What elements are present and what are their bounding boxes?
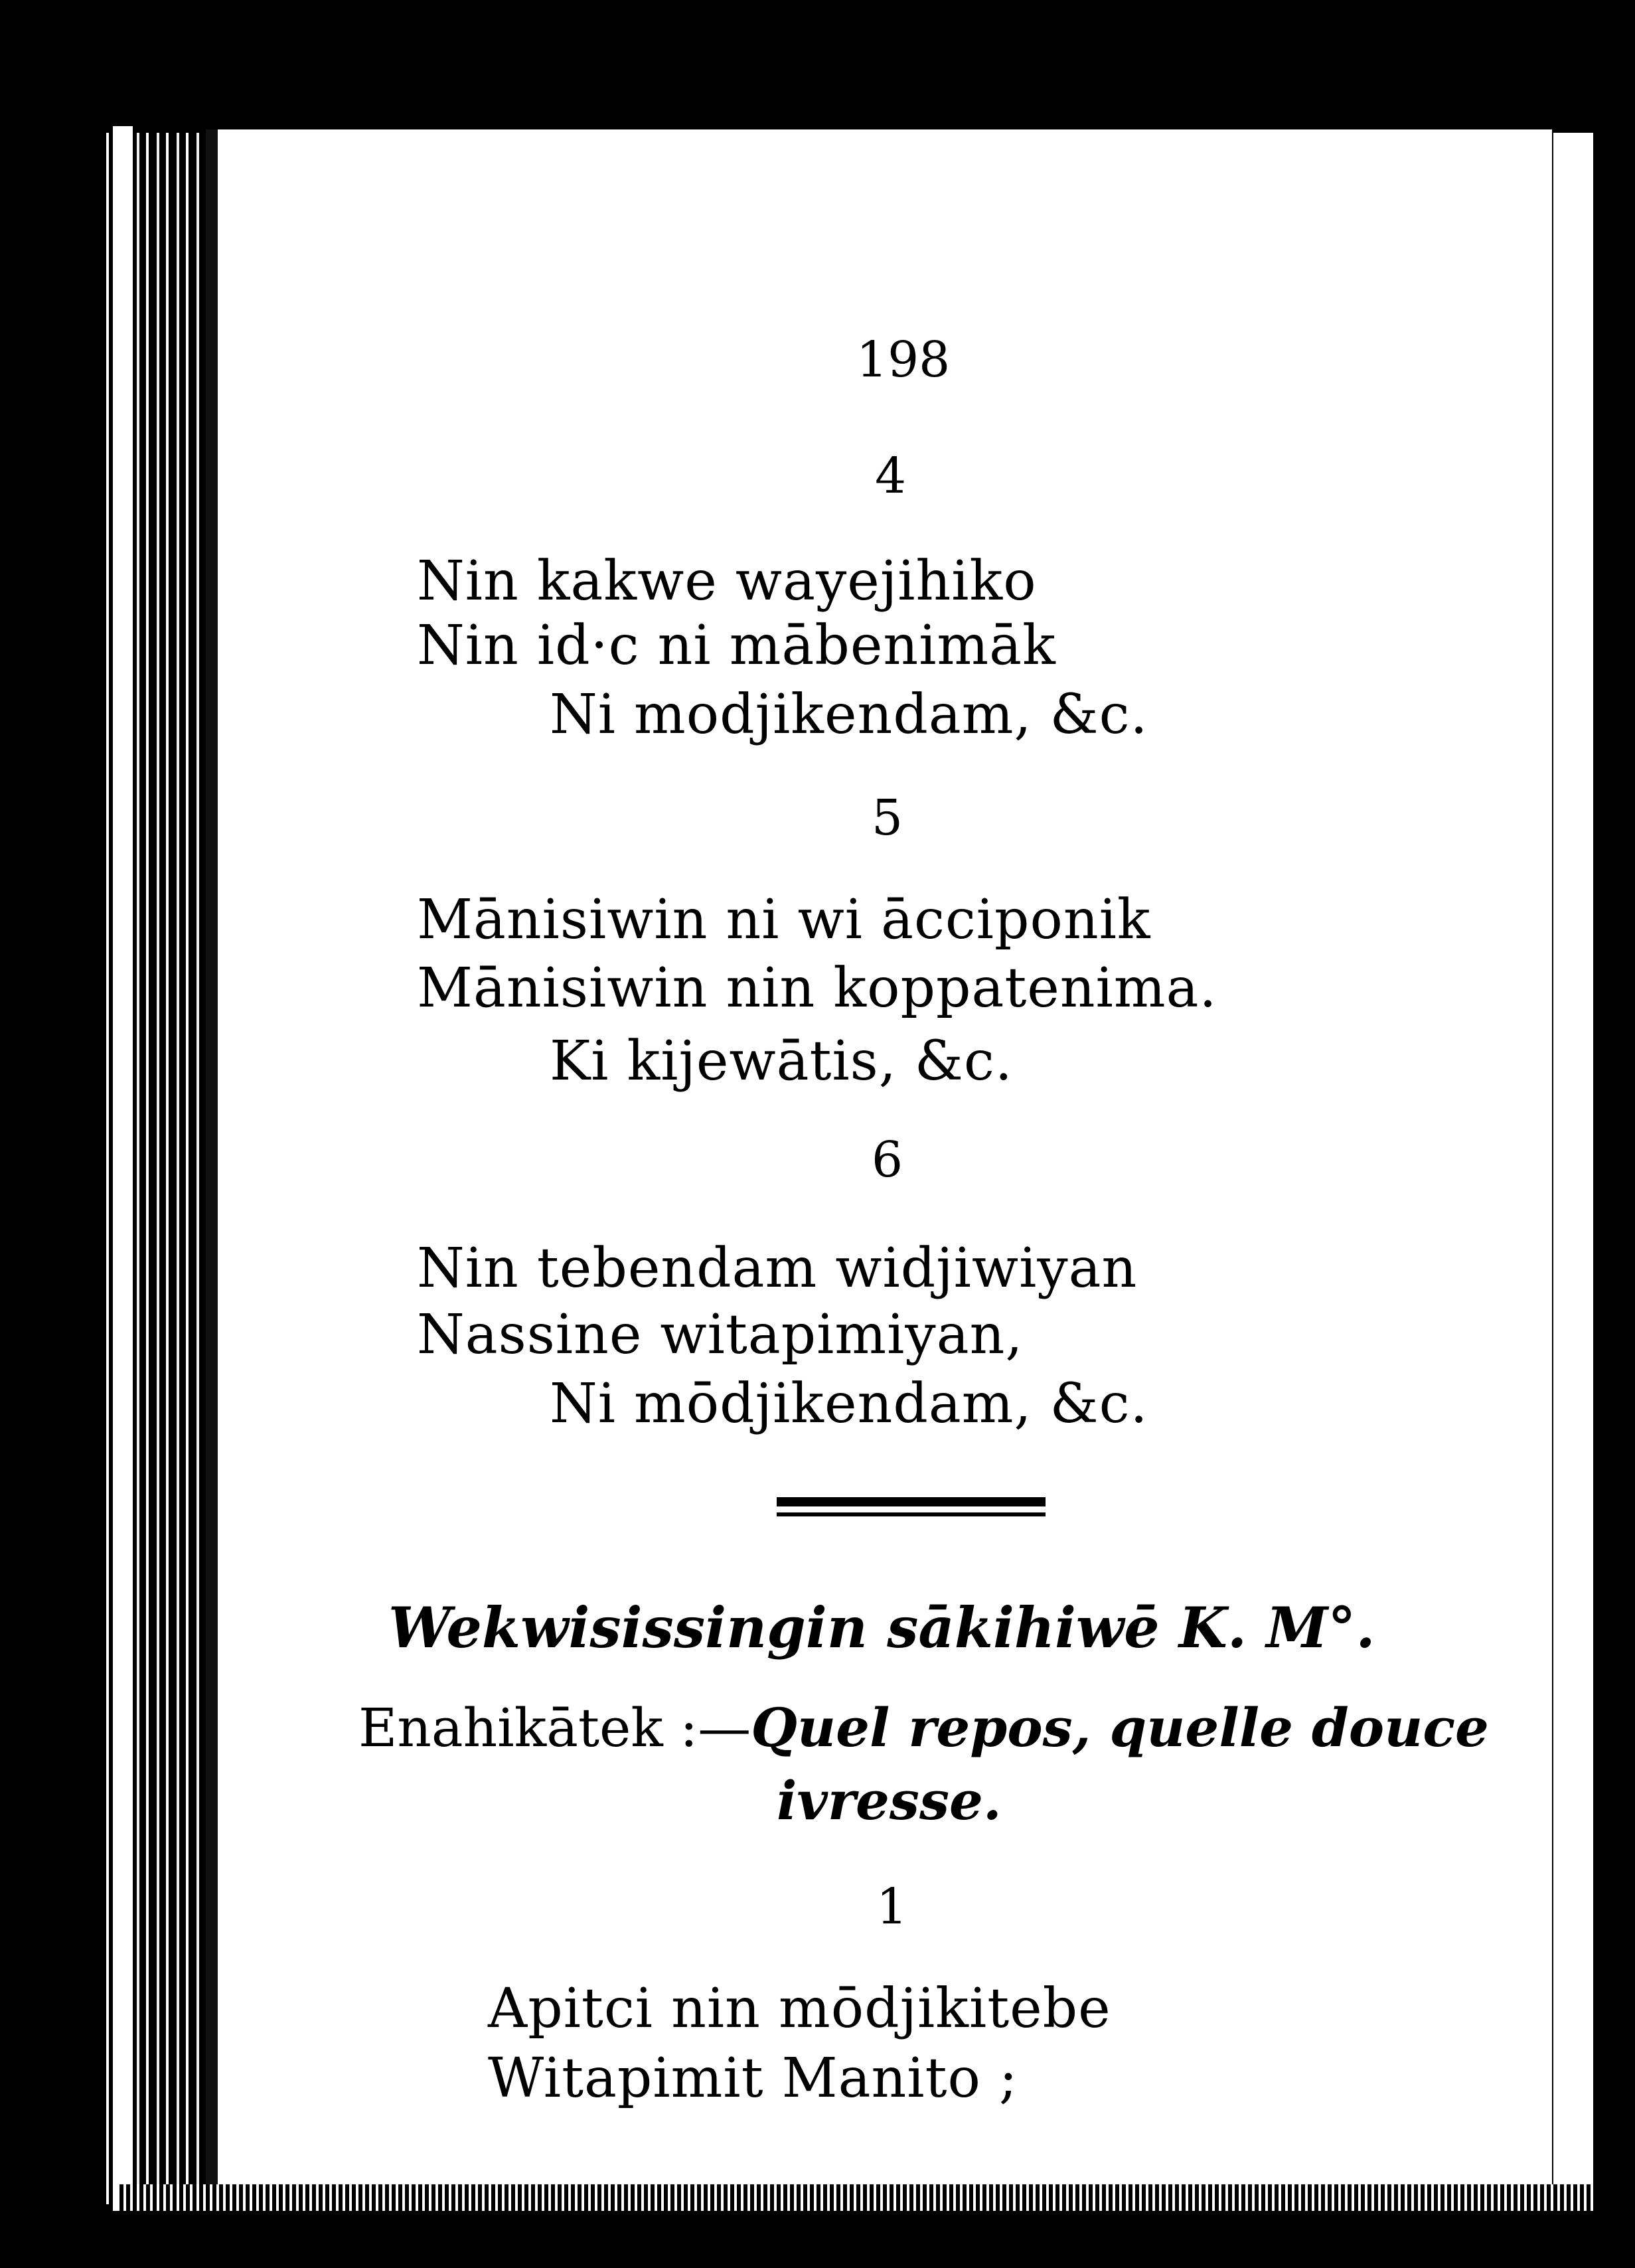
verse-line: Witapimit Manito ;: [488, 2047, 1018, 2110]
verse-line: Ki kijewātis, &c.: [550, 1030, 1013, 1093]
verse-line: Nin id·c ni mābenimāk: [417, 614, 1056, 677]
stanza-number: 4: [875, 447, 907, 505]
verse-line: Nin tebendam widjiwiyan: [417, 1237, 1138, 1300]
verse-line: Nin kakwe wayejihiko: [417, 550, 1037, 613]
page-number: 198: [856, 331, 951, 388]
verse-line: Ni mōdjikendam, &c.: [550, 1372, 1148, 1435]
tune-indication: [358, 1696, 1489, 1759]
tune-label: Enahikātek :—: [358, 1697, 751, 1759]
page-bottom-edge: [119, 2184, 1593, 2211]
tune-name-continued: ivresse.: [777, 1769, 1002, 1832]
verse-line: Mānisiwin ni wi ācciponik: [417, 888, 1151, 951]
stanza-number: 5: [872, 789, 903, 847]
facing-page-edge: [1553, 133, 1593, 2204]
divider-rule: [777, 1497, 1046, 1506]
binding-edge: [113, 126, 133, 2211]
divider-rule: [777, 1512, 1046, 1516]
stanza-number: 6: [872, 1131, 903, 1188]
verse-line: Apitci nin mōdjikitebe: [488, 1977, 1111, 2040]
verse-line: Nassine witapimiyan,: [417, 1303, 1024, 1366]
verse-line: Ni modjikendam, &c.: [550, 683, 1148, 746]
stanza-number: 1: [876, 1878, 908, 1935]
tune-name: Quel repos, quelle douce: [751, 1696, 1489, 1759]
hymn-title: Wekwisissingin sākihiwē K. M°.: [388, 1595, 1375, 1660]
verse-line: Mānisiwin nin koppatenima.: [417, 957, 1217, 1020]
